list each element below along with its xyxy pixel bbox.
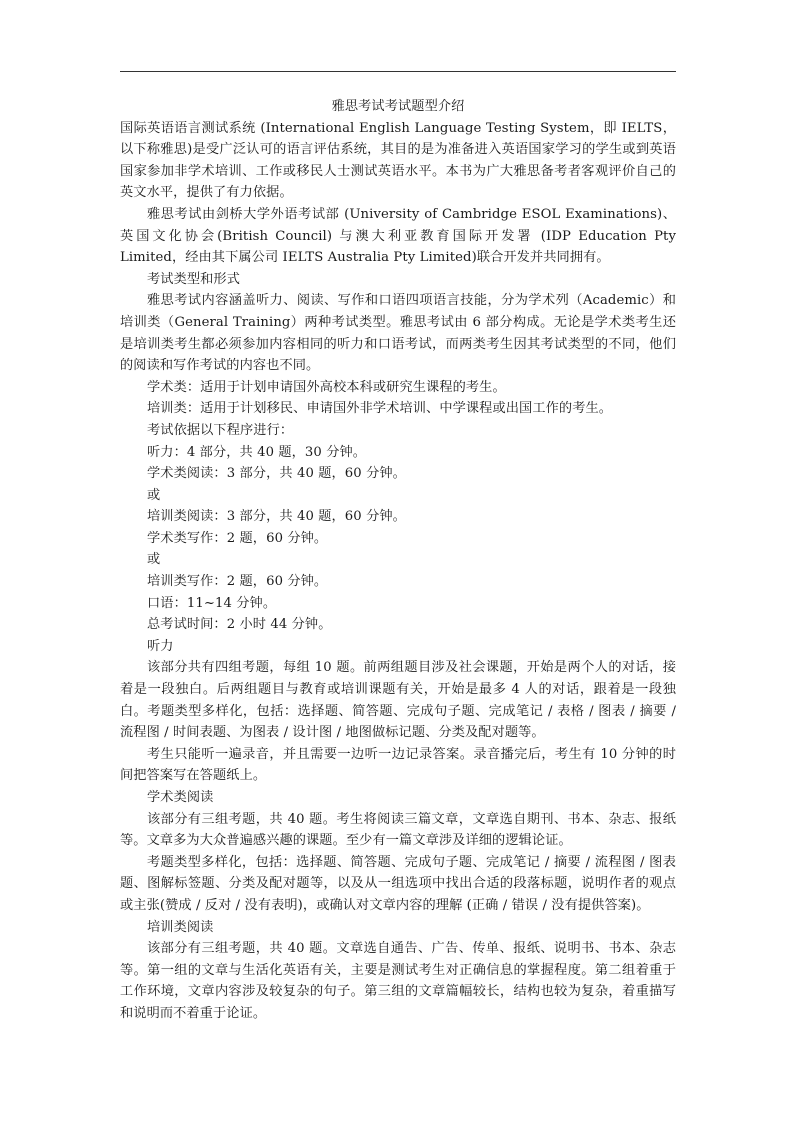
format-line-academic: 学术类：适用于计划申请国外高校本科或研究生课程的考生。 <box>147 379 506 395</box>
document-body <box>120 96 676 1025</box>
general-reading-paragraph-1: 该部分有三组考题，共 40 题。文章选自通告、广告、传单、报纸、说明书、书本、杂志等。第一组的文章与生活化英语有关，主要是测试考生对正确信息的掌握程度。第二组着重于工作环境，文章内容涉及较复杂的句子。第三组的文章篇幅较长，结构也较为复杂，着重描写和说明而不着重于论证。 <box>120 941 676 1021</box>
academic-reading-paragraph-1: 该部分有三组考题，共 40 题。考生将阅读三篇文章，文章选自期刊、书本、杂志、报纸等。文章多为大众普遍感兴趣的课题。至少有一篇文章涉及详细的逻辑论证。 <box>120 811 676 849</box>
format-line-general: 培训类：适用于计划移民、申请国外非学术培训、中学课程或出国工作的考生。 <box>147 401 613 417</box>
format-line-general-reading: 培训类阅读：3 部分，共 40 题，60 分钟。 <box>147 509 406 525</box>
academic-reading-paragraph-2: 考题类型多样化，包括：选择题、简答题、完成句子题、完成笔记 / 摘要 / 流程图 / 图表题、图解标签题、分类及配对题等，以及从一组选项中找出合适的段落标题，说明作者的观点或主张(赞成 / 反对 / 没有表明)，或确认对文章内容的理解 (正确 / 错误 / 没有提供答案)。 <box>120 854 676 913</box>
format-line-or-1: 或 <box>147 487 161 503</box>
listening-paragraph-1: 该部分共有四组考题，每组 10 题。前两组题目涉及社会课题，开始是两个人的对话，接着是一段独白。后两组题目与教育或培训课题有关，开始是最多 4 人的对话，跟着是一段独白。考题类型多样化，包括：选择题、简答题、完成句子题、完成笔记 / 表格 / 图表 / 摘要 / 流程图 / 时间表题、为图表 / 设计图 / 地图做标记题、分类及配对题等。 <box>120 660 676 741</box>
section-heading-academic-reading: 学术类阅读 <box>147 790 214 805</box>
format-line-or-2: 或 <box>147 552 161 568</box>
format-intro-paragraph: 雅思考试内容涵盖听力、阅读、写作和口语四项语言技能，分为学术列（Academic）和培训类（General Training）两种考试类型。雅思考试由 6 部分构成。无论是学术类考生还是培训类考生都必须参加内容相同的听力和口语考试，而两类考生因其考试类型的不同，他们的阅读和写作考试的内容也不同。 <box>120 293 676 374</box>
format-line-academic-writing: 学术类写作：2 题，60 分钟。 <box>147 530 328 546</box>
format-line-total-time: 总考试时间：2 小时 44 分钟。 <box>147 617 332 633</box>
intro-paragraph-1: 国际英语语言测试系统 (International English Language Testing System，即 IELTS，以下称雅思)是受广泛认可的语言评估系统，其目的是为准备进入英语国家学习的学生或到英语国家参加非学术培训、工作或移民人士测试英语水平。本书为广大雅思备考者客观评价自己的英文水平，提供了有力依据。 <box>120 120 676 201</box>
format-line-listening: 听力：4 部分，共 40 题，30 分钟。 <box>147 444 367 460</box>
section-heading-listening: 听力 <box>147 638 174 654</box>
section-heading-general-reading: 培训类阅读 <box>147 919 214 935</box>
listening-paragraph-2: 考生只能听一遍录音，并且需要一边听一边记录答案。录音播完后，考生有 10 分钟的时间把答案写在答题纸上。 <box>120 746 676 784</box>
document-title: 雅思考试考试题型介绍 <box>331 99 465 114</box>
format-line-academic-reading: 学术类阅读：3 部分，共 40 题，60 分钟。 <box>147 466 406 482</box>
format-line-general-writing: 培训类写作：2 题，60 分钟。 <box>147 574 328 590</box>
intro-paragraph-2: 雅思考试由剑桥大学外语考试部 (University of Cambridge ESOL Examinations)、英国文化协会(British Council) 与澳大利亚教育国际开发署 (IDP Education Pty Limited，经由其下属公司 IELTS Australia Pty Limited)联合开发并共同拥有。 <box>120 206 676 266</box>
format-line-procedure: 考试依据以下程序进行： <box>147 422 294 438</box>
header-rule <box>120 71 676 72</box>
format-line-speaking: 口语：11~14 分钟。 <box>147 595 277 611</box>
section-heading-format: 考试类型和形式 <box>147 271 241 287</box>
